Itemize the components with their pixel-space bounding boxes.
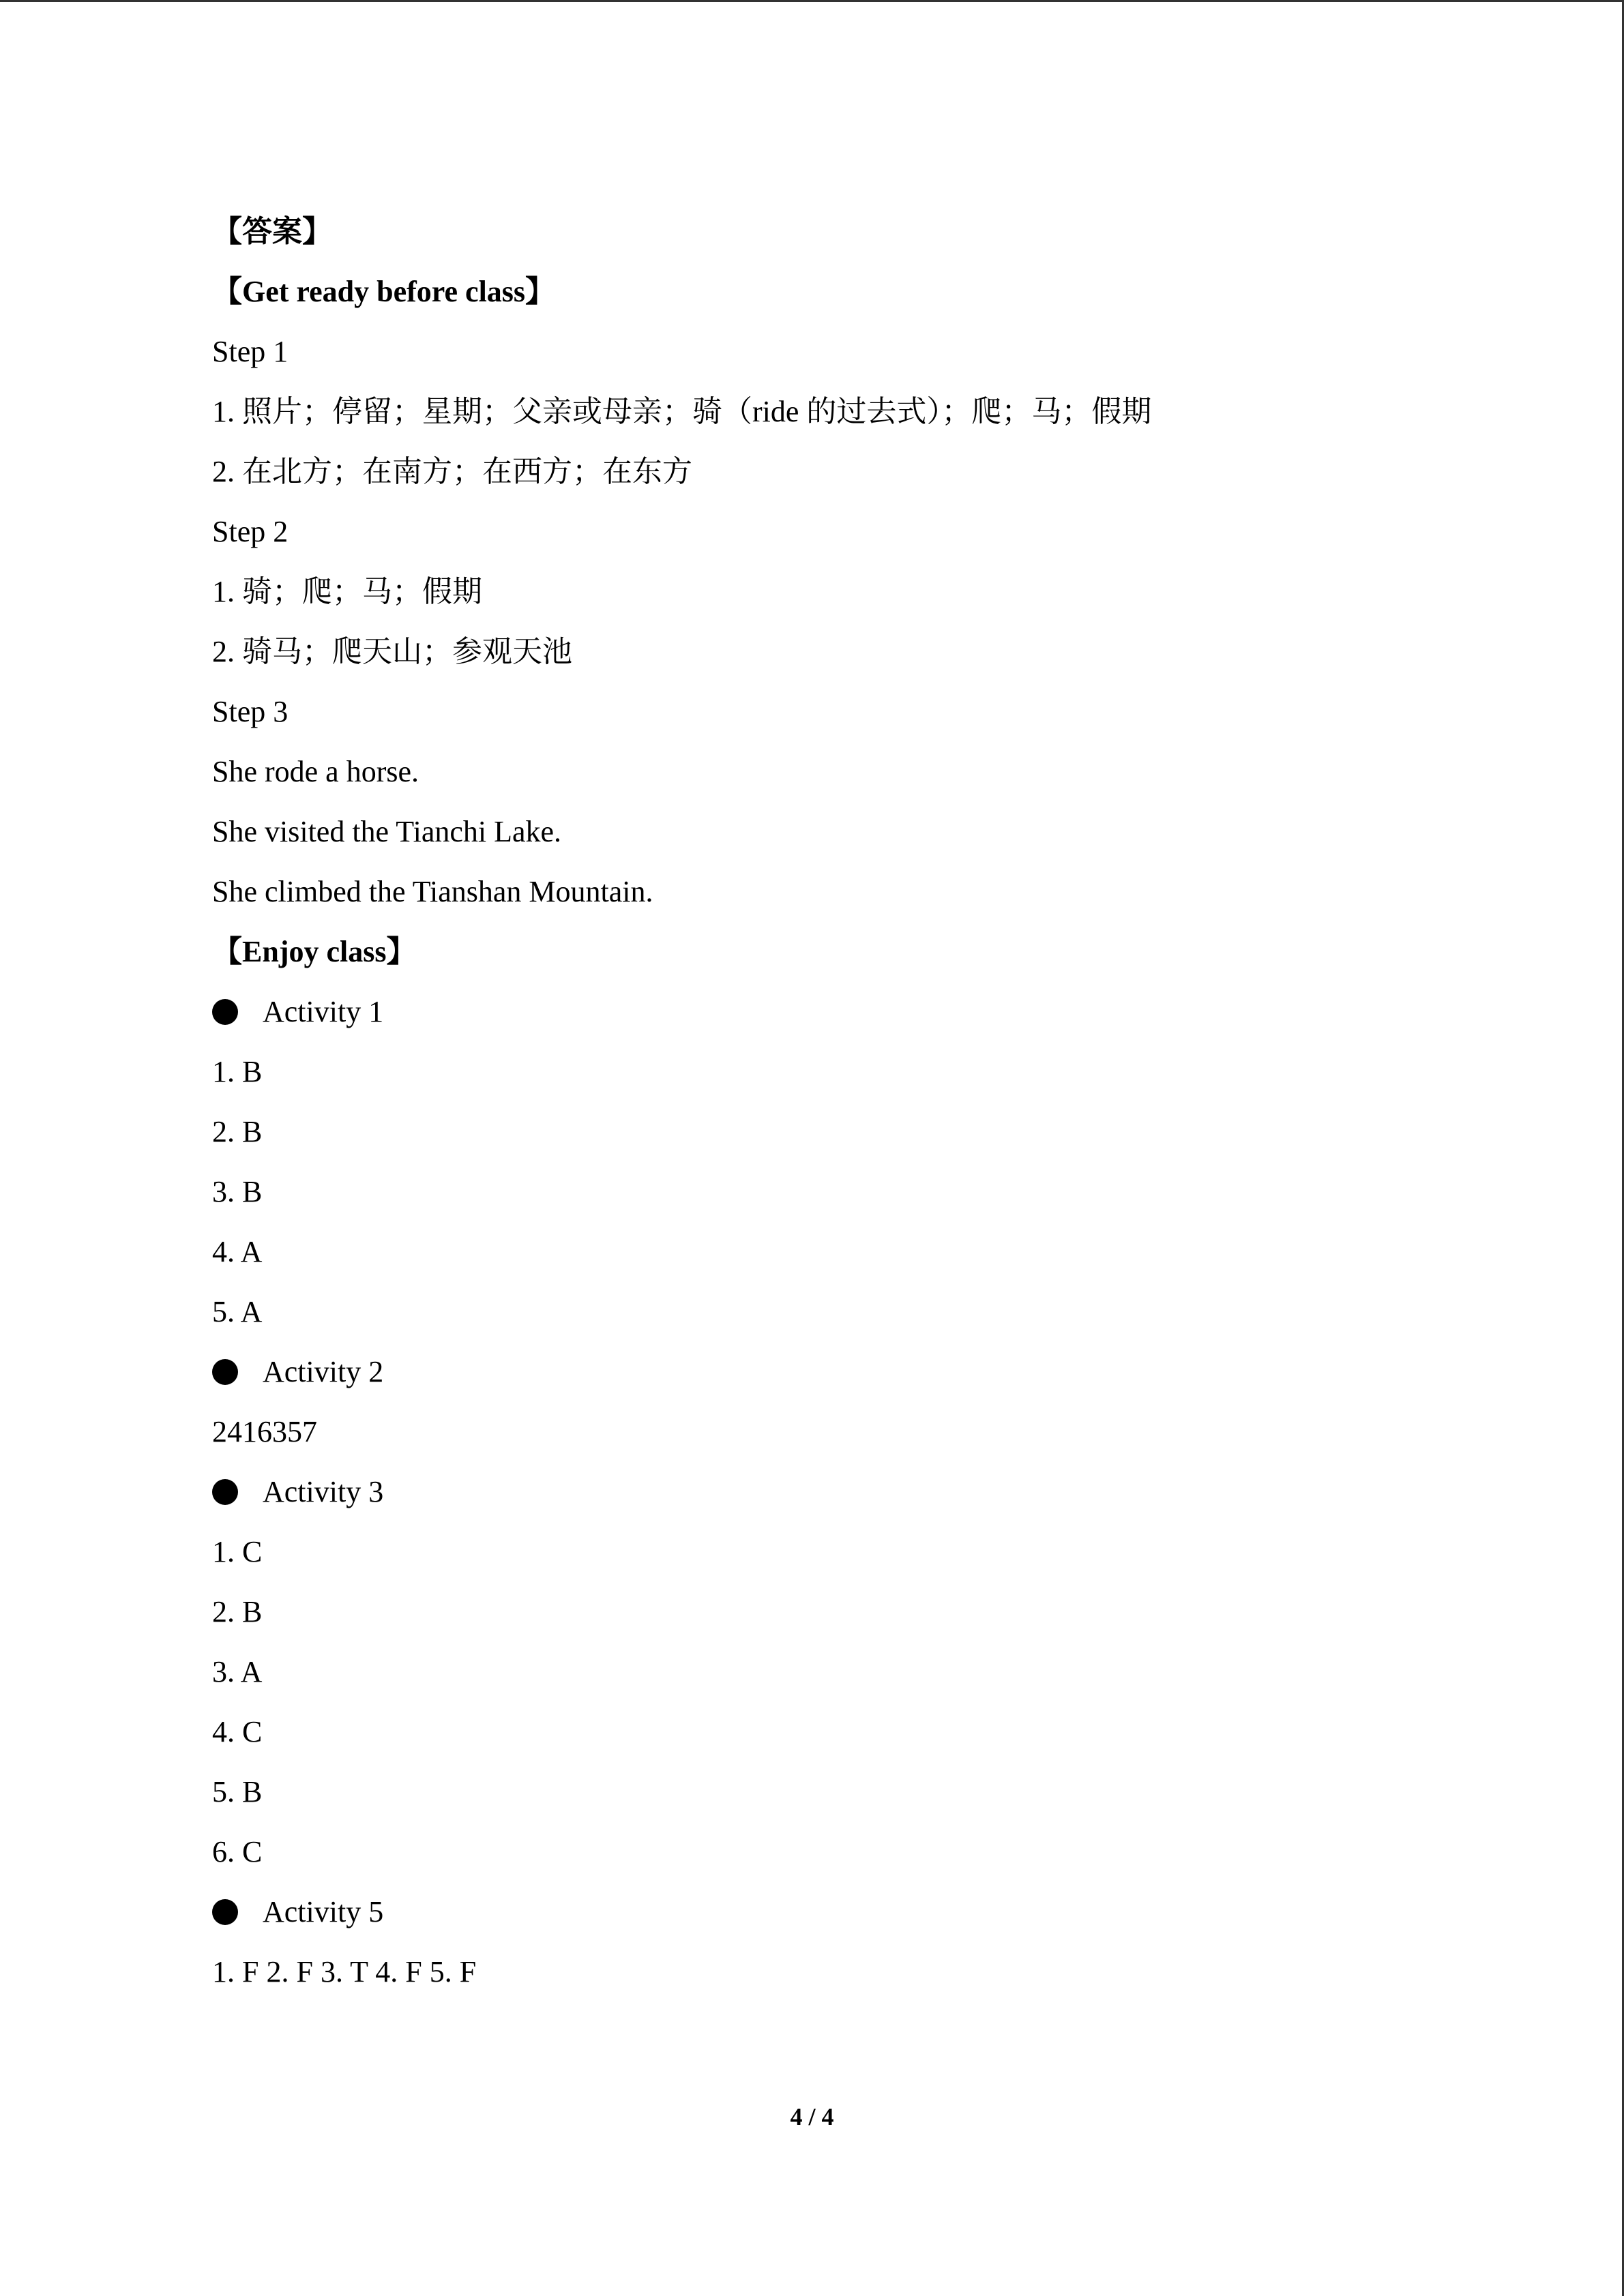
activity3-answer-6: 6. C	[212, 1835, 263, 1868]
section-title-get-ready: 【Get ready before class】	[212, 275, 556, 308]
activity1-answer-3: 3. B	[212, 1175, 263, 1208]
activity3-answer-5: 5. B	[212, 1775, 263, 1808]
activity5-heading	[212, 1892, 383, 1933]
activity1-answer-2: 2. B	[212, 1115, 263, 1148]
step2-line-2: 2. 骑马；爬天山；参观天池	[212, 635, 572, 668]
activity1-answer-4: 4. A	[212, 1235, 263, 1268]
activity3-answer-2: 2. B	[212, 1595, 263, 1628]
activity2-heading	[212, 1352, 383, 1392]
activity2-label: Activity 2	[263, 1355, 384, 1388]
activity3-label: Activity 3	[263, 1475, 384, 1508]
activity1-answer-5: 5. A	[212, 1295, 263, 1328]
step3-label: Step 3	[212, 695, 289, 728]
step1-line-2: 2. 在北方；在南方；在西方；在东方	[212, 455, 692, 488]
step2-line-1: 1. 骑；爬；马；假期	[212, 575, 482, 608]
step2-label: Step 2	[212, 515, 289, 548]
step1-line-1: 1. 照片；停留；星期；父亲或母亲；骑（ride 的过去式）；爬；马；假期	[212, 395, 1152, 428]
step3-line-3: She climbed the Tianshan Mountain.	[212, 875, 653, 908]
activity1-heading	[212, 992, 383, 1032]
activity2-answer: 2416357	[212, 1415, 317, 1448]
activity3-answer-4: 4. C	[212, 1715, 263, 1748]
activity3-heading	[212, 1472, 383, 1512]
bullet-icon	[212, 1479, 238, 1505]
step3-line-1: She rode a horse.	[212, 755, 419, 788]
activity3-answer-3: 3. A	[212, 1655, 263, 1688]
activity1-answer-1: 1. B	[212, 1055, 263, 1088]
section-title-enjoy-class: 【Enjoy class】	[212, 935, 417, 968]
answer-heading: 【答案】	[212, 215, 332, 248]
activity3-answer-1: 1. C	[212, 1535, 263, 1568]
activity5-label: Activity 5	[263, 1895, 384, 1928]
step1-label: Step 1	[212, 335, 289, 368]
step3-line-2: She visited the Tianchi Lake.	[212, 815, 562, 848]
bullet-icon	[212, 1899, 238, 1925]
bullet-icon	[212, 1359, 238, 1385]
activity5-answer: 1. F 2. F 3. T 4. F 5. F	[212, 1955, 477, 1988]
activity1-label: Activity 1	[263, 995, 384, 1028]
page-number: 4 / 4	[790, 2103, 834, 2130]
bullet-icon	[212, 999, 238, 1025]
